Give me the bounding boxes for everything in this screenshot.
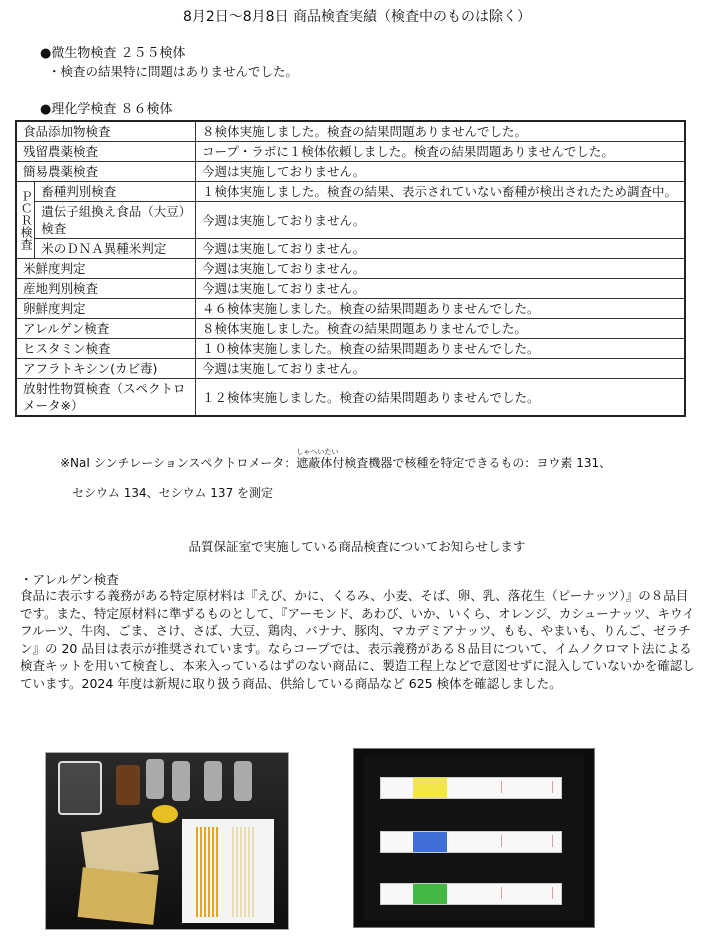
row-name: アレルゲン検査 — [16, 319, 196, 339]
row-name: 卵鮮度判定 — [16, 299, 196, 319]
row-name: 食品添加物検査 — [16, 121, 196, 142]
table-row — [16, 239, 685, 259]
row-name: 残留農薬検査 — [16, 142, 196, 162]
noodles — [232, 827, 254, 917]
row-name: 簡易農薬検査 — [16, 162, 196, 182]
allergen-body: 食品に表示する義務がある特定原材料は『えび、かに、くるみ、小麦、そば、卵、乳、落花生（ピーナッツ）』の８品目です。また、特定原材料に準ずるものとして、『アーモンド、あわび、いか、いくら、オレンジ、カシューナッツ、キウイフルーツ、牛肉、ごま、さけ、さば、大豆、鶏肉、バナナ、豚肉、マカデミアナッツ、もも、やまいも、りんご、ゼラチン』の 20 品目は表示が推奨されています。ならコープでは、表示義務がある８品目について、イムノクロマト法による検査キットを用いて検査し、本来入っているはずのない商品に、製造工程上などで意図せずに混入していないかを確認しています。2024 年度は新規に取り扱う商品、供給している商品など 625 検体を確認しました。 — [20, 588, 695, 691]
notice-heading: 品質保証室で実施している商品検査についてお知らせします — [188, 539, 526, 554]
page-title: 8月2日～8月8日 商品検査実績（検査中のものは除く） — [182, 9, 532, 25]
row-name: 畜種判別検査 — [35, 182, 196, 202]
allergen-heading: ・アレルゲン検査 — [20, 572, 119, 587]
note-ruby-word — [296, 448, 339, 470]
strip-tab — [413, 884, 447, 904]
row-result: 今週は実施しておりません。 — [196, 279, 686, 299]
row-result: 今週は実施しておりません。 — [196, 202, 686, 239]
tube — [172, 761, 190, 801]
table-row — [16, 259, 685, 279]
micro-result: ・検査の結果特に問題はありませんでした。 — [48, 64, 299, 79]
row-result: １２検体実施しました。検査の結果問題ありませんでした。 — [196, 379, 686, 417]
pcr-label: ＰＣＲ検査 — [16, 182, 35, 259]
row-name: 遺伝子組換え食品（大豆）検査 — [35, 202, 196, 239]
tube — [146, 759, 164, 799]
spectrometer-note-line2: セシウム 134、セシウム 137 を測定 — [72, 486, 274, 500]
bottle — [116, 765, 140, 805]
row-result: １０検体実施しました。検査の結果問題ありませんでした。 — [196, 339, 686, 359]
table-row — [16, 182, 685, 202]
note-ruby-reading: しゃへいたい — [296, 448, 339, 456]
row-result: コープ・ラボに１検体依頼しました。検査の結果問題ありませんでした。 — [196, 142, 686, 162]
noodles — [196, 827, 218, 917]
tube — [204, 761, 222, 801]
table-row — [16, 319, 685, 339]
table-row — [16, 121, 685, 142]
row-name: アフラトキシン(カビ毒) — [16, 359, 196, 379]
chem-heading: ●理化学検査 ８６検体 — [40, 102, 173, 117]
inspection-table — [15, 120, 686, 417]
test-strip — [380, 831, 562, 853]
note-ruby-base: 遮蔽 — [296, 456, 321, 470]
micro-heading: ●微生物検査 ２５５検体 — [40, 46, 186, 61]
beaker — [58, 761, 102, 815]
row-name: 米鮮度判定 — [16, 259, 196, 279]
note-suffix: 体付検査機器で核種を特定できるもの：ヨウ素 131、 — [320, 456, 612, 470]
test-strip — [380, 883, 562, 905]
dish — [152, 805, 178, 823]
row-name: 米のＤＮＡ異種米判定 — [35, 239, 196, 259]
row-name: 放射性物質検査（スペクトロメータ※） — [16, 379, 196, 417]
row-result: ４６検体実施しました。検査の結果問題ありませんでした。 — [196, 299, 686, 319]
row-name: ヒスタミン検査 — [16, 339, 196, 359]
row-result: 今週は実施しておりません。 — [196, 239, 686, 259]
tube — [234, 761, 252, 801]
row-result: 今週は実施しておりません。 — [196, 259, 686, 279]
row-result: ８検体実施しました。検査の結果問題ありませんでした。 — [196, 319, 686, 339]
row-result: 今週は実施しておりません。 — [196, 162, 686, 182]
test-strips-photo — [353, 748, 595, 928]
strip-lines — [501, 887, 553, 899]
note-prefix: ※NaI シンチレーションスペクトロメータ： — [60, 456, 297, 470]
test-strip — [380, 777, 562, 799]
row-name: 産地判別検査 — [16, 279, 196, 299]
strip-lines — [501, 835, 553, 847]
row-result: ８検体実施しました。検査の結果問題ありませんでした。 — [196, 121, 686, 142]
table-row — [16, 299, 685, 319]
table-row — [16, 202, 685, 239]
table-row — [16, 279, 685, 299]
strip-lines — [501, 781, 553, 793]
strip-tab — [413, 778, 447, 798]
table-row — [16, 359, 685, 379]
row-result: 今週は実施しておりません。 — [196, 359, 686, 379]
table-row — [16, 142, 685, 162]
table-row — [16, 379, 685, 417]
sample-bag — [78, 867, 159, 925]
table-row — [16, 162, 685, 182]
test-kit-photo — [45, 752, 289, 930]
spectrometer-note-line1 — [60, 448, 612, 471]
row-result: １検体実施しました。検査の結果、表示されていない畜種が検出されたため調査中。 — [196, 182, 686, 202]
strip-tab — [413, 832, 447, 852]
table-row — [16, 339, 685, 359]
